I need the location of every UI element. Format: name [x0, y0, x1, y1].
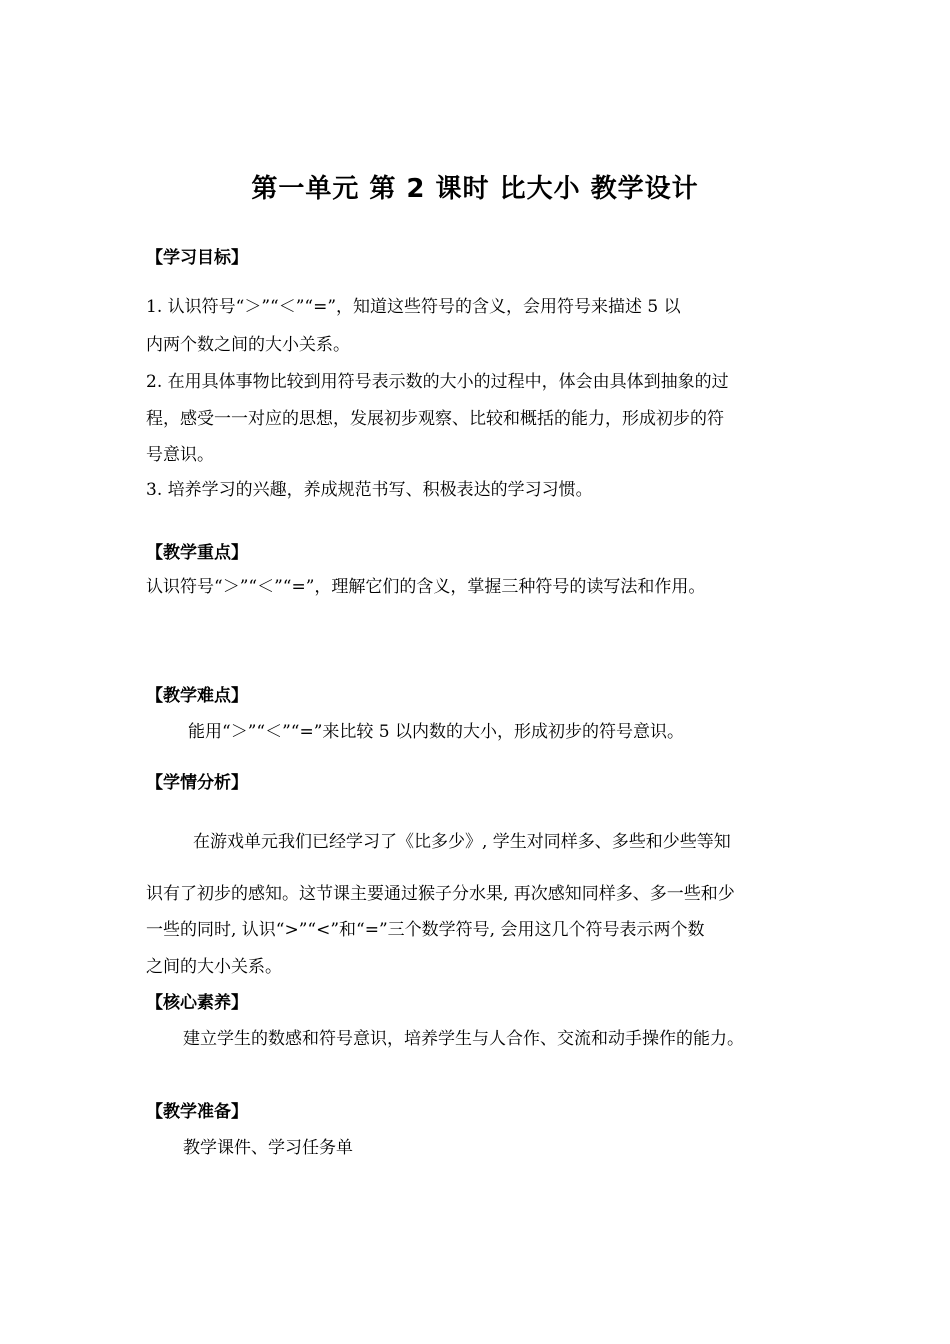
difficulties-line: 能用“＞”“＜”“=”来比较 5 以内数的大小，形成初步的符号意识。 [188, 722, 685, 742]
objectives-line: 程，感受一一对应的思想，发展初步观察、比较和概括的能力，形成初步的符 [146, 409, 724, 429]
objectives-line: 3. 培养学习的兴趣，养成规范书写、积极表达的学习习惯。 [146, 480, 593, 500]
analysis-line: 识有了初步的感知。这节课主要通过猴子分水果, 再次感知同样多、多一些和少 [146, 884, 735, 904]
literacy-line: 建立学生的数感和符号意识，培养学生与人合作、交流和动手操作的能力。 [183, 1029, 744, 1049]
difficulties-heading: 【教学难点】 [146, 686, 248, 706]
objectives-line: 1. 认识符号“＞”“＜”“=”，知道这些符号的含义，会用符号来描述 5 以 [146, 297, 681, 317]
preparation-heading: 【教学准备】 [146, 1102, 248, 1122]
preparation-line: 教学课件、学习任务单 [183, 1138, 353, 1158]
key-points-heading: 【教学重点】 [146, 543, 248, 563]
literacy-heading: 【核心素养】 [146, 993, 248, 1013]
analysis-line: 之间的大小关系。 [146, 957, 282, 977]
objectives-line: 号意识。 [146, 445, 214, 465]
objectives-line: 2. 在用具体事物比较到用符号表示数的大小的过程中，体会由具体到抽象的过 [146, 372, 729, 392]
analysis-line: 在游戏单元我们已经学习了《比多少》, 学生对同样多、多些和少些等知 [193, 832, 731, 852]
objectives-line: 内两个数之间的大小关系。 [146, 335, 350, 355]
objectives-heading: 【学习目标】 [146, 248, 248, 268]
document-title: 第一单元 第 2 课时 比大小 教学设计 [251, 174, 699, 204]
analysis-heading: 【学情分析】 [146, 773, 248, 793]
key-points-line: 认识符号“＞”“＜”“=”，理解它们的含义，掌握三种符号的读写法和作用。 [146, 577, 706, 597]
analysis-line: 一些的同时, 认识“>”“<”和“=”三个数学符号, 会用这几个符号表示两个数 [146, 920, 705, 940]
